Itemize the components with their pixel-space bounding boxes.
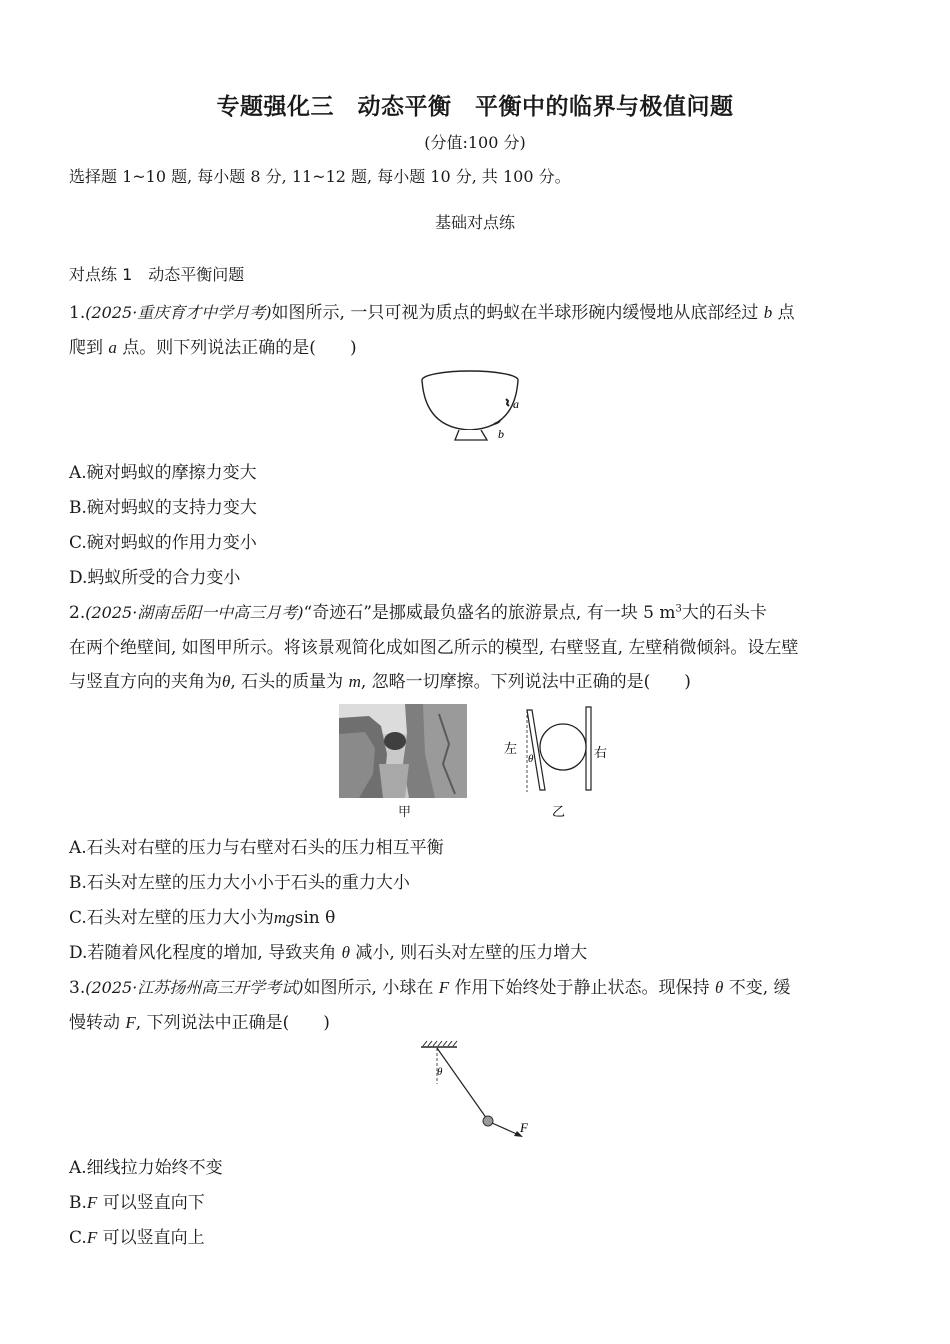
section-heading: 基础对点练 [434,213,515,232]
q3-option-c-text: 可以竖直向上 [102,1228,205,1248]
q2-option-d-var: θ [341,943,351,962]
q3-option-c[interactable] [69,1223,205,1248]
label-f: F [520,1120,528,1135]
q3-option-a[interactable]: A.细线拉力始终不变 [69,1158,223,1178]
q1-var-a: a [108,338,117,357]
q2-var-m: m [348,672,361,691]
label-theta: θ [528,753,534,765]
ball [483,1116,493,1126]
q3-text: , 下列说法中正确是( ) [135,1013,330,1033]
subsection-heading: 对点练 1 动态平衡问题 [69,265,245,284]
q1-text: 点 [777,303,795,323]
q3-option-b-text: 可以竖直向下 [102,1193,205,1213]
q2-superscript: 3 [675,603,682,615]
q3-var-f: F [125,1013,136,1032]
q2-text: 大的石头卡 [681,603,767,623]
q2-option-c-text: sin θ [294,908,336,928]
force-arrow [492,1123,519,1135]
q2-line-1 [69,598,767,623]
label-jia: 甲 [398,805,412,820]
q2-option-d-text: 减小, 则石头对左壁的压力增大 [355,943,588,963]
q3-var-f: F [438,978,450,997]
label-a: a [513,397,519,411]
q2-text: 与竖直方向的夹角为 [69,672,222,692]
q2-option-c-var: mg [273,908,295,927]
label-right: 右 [594,745,608,760]
q3-number: 3. [69,978,86,998]
label-left: 左 [504,741,518,756]
q1-line-2 [69,333,357,358]
ceiling-hatch [423,1041,457,1046]
q3-option-c-text: C. [69,1228,87,1248]
q2-source: (2025·湖南岳阳一中高三月考) [85,603,304,622]
q3-option-b-text: B. [69,1193,87,1213]
right-wall [586,707,591,790]
q2-option-d[interactable] [69,938,587,963]
pendulum-figure [415,1040,545,1145]
q3-option-b[interactable] [69,1188,205,1213]
stone-model-figure [497,700,617,820]
label-yi: 乙 [552,804,566,819]
label-b: b [498,427,504,441]
q3-var-theta: θ [714,978,724,997]
q1-text: 爬到 [69,338,103,358]
q3-option-c-var: F [86,1228,98,1247]
q3-text: 作用下始终处于静止状态。现保持 [454,978,710,998]
score-note: (分值:100 分) [424,133,526,152]
q3-text: 不变, 缓 [728,978,791,998]
q1-number: 1. [69,303,86,323]
q1-option-a[interactable]: A.碗对蚂蚁的摩擦力变大 [69,463,257,483]
bowl-body [422,380,518,430]
q2-var-theta: θ [222,672,231,691]
q1-option-d[interactable]: D.蚂蚁所受的合力变小 [69,568,241,588]
q1-option-c[interactable]: C.碗对蚂蚁的作用力变小 [69,533,257,553]
page-title: 专题强化三 动态平衡 平衡中的临界与极值问题 [216,94,734,120]
q3-line-1 [69,973,791,998]
q1-source: (2025·重庆育才中学月考) [85,303,272,322]
stone-circle [540,724,586,770]
q2-option-b[interactable]: B.石头对左壁的压力大小小于石头的重力大小 [69,873,410,893]
q1-var-b: b [763,303,773,322]
q2-option-c-text: C.石头对左壁的压力大小为 [69,908,274,928]
q2-text: , 石头的质量为 [230,672,344,692]
string [437,1048,487,1119]
q3-source: (2025·江苏扬州高三开学考试) [85,978,304,997]
q1-option-b[interactable]: B.碗对蚂蚁的支持力变大 [69,498,257,518]
label-theta: θ [437,1066,443,1078]
q1-line-1 [69,298,795,323]
instruction-text: 选择题 1~10 题, 每小题 8 分, 11~12 题, 每小题 10 分, 共 100 分。 [69,167,571,186]
q2-option-d-text: D.若随着风化程度的增加, 导致夹角 [69,943,337,963]
q3-text: 慢转动 [69,1013,120,1033]
q1-text: 如图所示, 一只可视为质点的蚂蚁在半球形碗内缓慢地从底部经过 [271,303,759,323]
q2-line-3 [69,667,691,692]
q3-text: 如图所示, 小球在 [303,978,434,998]
bowl-stand [455,430,487,440]
q2-text: , 忽略一切摩擦。下列说法中正确的是( ) [360,672,691,692]
q3-option-b-var: F [86,1193,98,1212]
q2-line-2: 在两个绝壁间, 如图甲所示。将该景观简化成如图乙所示的模型, 右壁竖直, 左壁稍微倾斜。设左壁 [69,638,799,658]
q2-option-a[interactable]: A.石头对右壁的压力与右壁对石头的压力相互平衡 [69,838,444,858]
q2-option-c[interactable] [69,903,335,928]
stone-photo [339,704,467,798]
q1-text: 点。则下列说法正确的是( ) [122,338,357,358]
bowl-figure [415,366,535,446]
q3-line-2 [69,1008,330,1033]
q2-text: “奇迹石”是挪威最负盛名的旅游景点, 有一块 5 m [303,603,676,623]
q2-number: 2. [69,603,86,623]
